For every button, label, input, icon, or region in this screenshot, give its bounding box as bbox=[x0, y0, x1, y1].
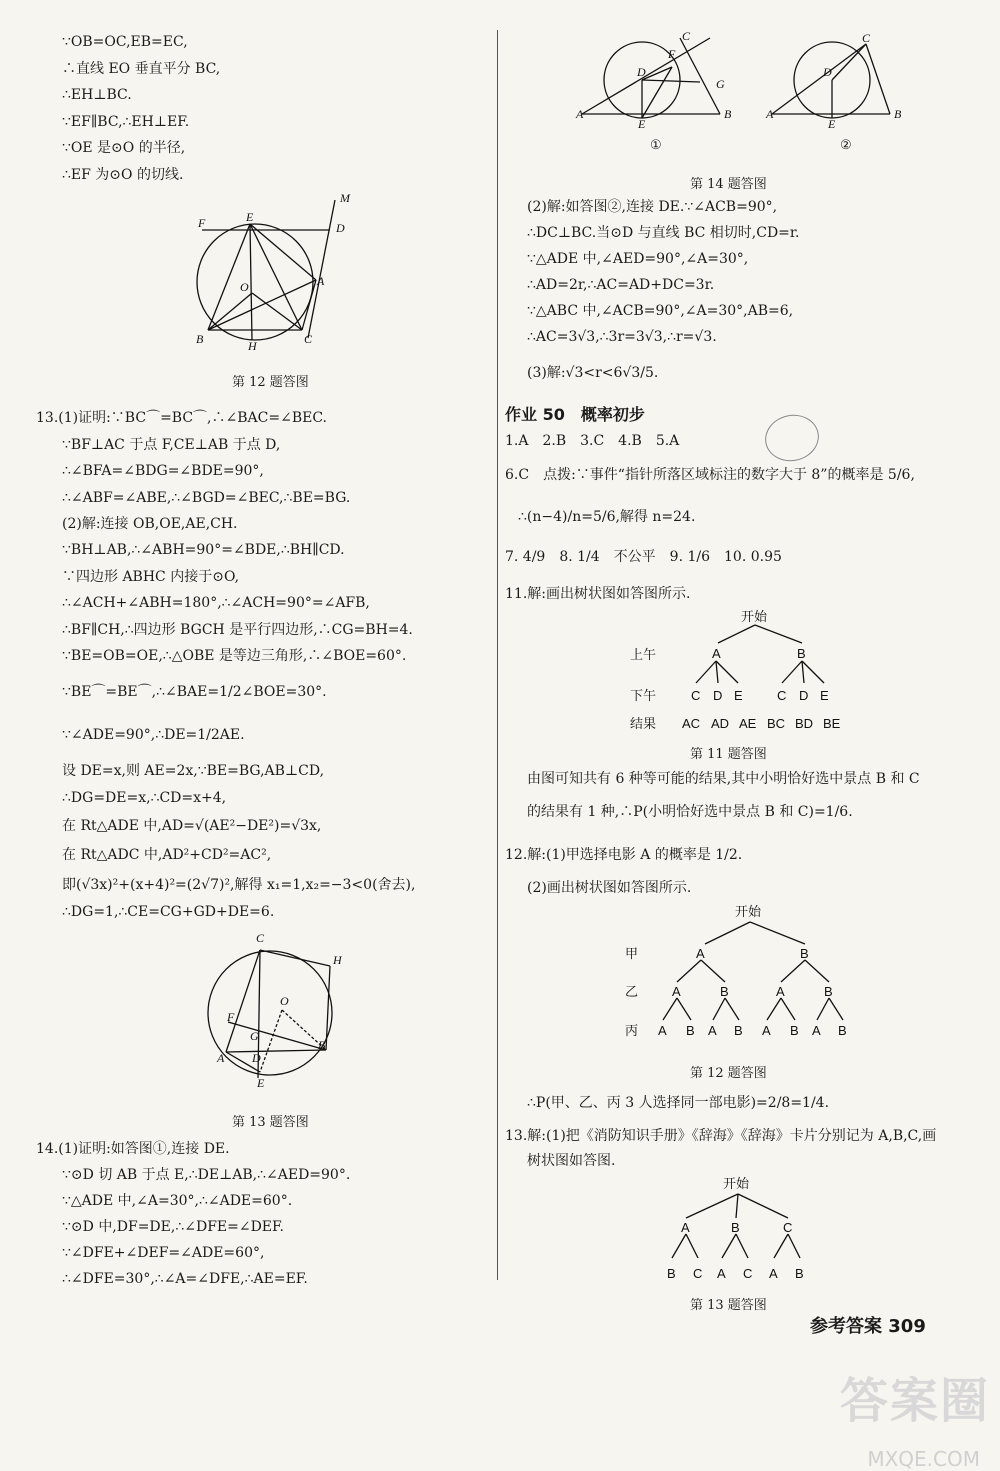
text-line: ∵BE⌒=BE⌒,∴∠BAE=1/2∠BOE=30°. bbox=[62, 684, 327, 700]
tree-row-label: 乙 bbox=[625, 984, 639, 999]
tree-start: 开始 bbox=[723, 1176, 750, 1191]
tree-13 bbox=[650, 1172, 830, 1287]
tree-node: B bbox=[790, 1023, 799, 1038]
figure-14-caption: 第 14 题答图 bbox=[690, 177, 767, 192]
homework-title: 作业 50 概率初步 bbox=[505, 405, 645, 424]
text-line: (2)解:如答图②,连接 DE.∵∠ACB=90°, bbox=[527, 199, 778, 215]
tree-node: B bbox=[824, 984, 833, 999]
text-line: ∴∠DFE=30°,∴∠A=∠DFE,∴AE=EF. bbox=[62, 1271, 308, 1287]
svg-text:G: G bbox=[716, 77, 725, 91]
svg-text:E: E bbox=[638, 117, 646, 130]
figure-13-caption: 第 13 题答图 bbox=[232, 1115, 309, 1130]
svg-text:H: H bbox=[248, 339, 257, 353]
tree-result: AC bbox=[682, 716, 701, 731]
svg-text:B: B bbox=[196, 332, 204, 346]
text-line: ∵EF∥BC,∴EH⊥EF. bbox=[62, 114, 190, 130]
svg-text:E: E bbox=[257, 1076, 265, 1088]
tree-node: A bbox=[712, 646, 721, 661]
tree-node: A bbox=[708, 1023, 717, 1038]
text-line: ∵⊙D 中,DF=DE,∴∠DFE=∠DEF. bbox=[62, 1219, 285, 1235]
text-line: 13.解:(1)把《消防知识手册》《辞海》《辞海》卡片分别记为 A,B,C,画 bbox=[505, 1128, 937, 1144]
text-line: 14.(1)证明:如答图①,连接 DE. bbox=[36, 1141, 230, 1157]
text-line: 在 Rt△ADE 中,AD=√(AE²−DE²)=√3x, bbox=[62, 818, 322, 834]
svg-text:B: B bbox=[724, 107, 732, 121]
tree-node: C bbox=[691, 688, 701, 703]
text-line: 11.解:画出树状图如答图所示. bbox=[505, 586, 691, 602]
text-line: ∴BF∥CH,∴四边形 BGCH 是平行四边形,∴CG=BH=4. bbox=[62, 622, 413, 638]
text-line: ∴EH⊥BC. bbox=[62, 87, 132, 103]
text-line: 设 DE=x,则 AE=2x,∵BE=BG,AB⊥CD, bbox=[62, 763, 325, 779]
page-footer bbox=[810, 1312, 926, 1338]
tree-node: A bbox=[658, 1023, 667, 1038]
tree-result: BD bbox=[795, 716, 814, 731]
text-line: ∴EF 为⊙O 的切线. bbox=[62, 167, 184, 183]
text-line: ∴DC⊥BC.当⊙D 与直线 BC 相切时,CD=r. bbox=[527, 225, 800, 241]
svg-text:C: C bbox=[256, 931, 265, 945]
tree-node: E bbox=[820, 688, 829, 703]
svg-text:G: G bbox=[250, 1029, 259, 1043]
svg-text:B: B bbox=[318, 1038, 326, 1052]
figure-14-label-2: ② bbox=[840, 138, 852, 153]
text-line: ∵BH⊥AB,∴∠ABH=90°=∠BDE,∴BH∥CD. bbox=[62, 542, 345, 558]
text-line: ∵BF⊥AC 于点 F,CE⊥AB 于点 D, bbox=[62, 437, 281, 453]
svg-text:A: A bbox=[217, 1051, 225, 1065]
svg-text:C: C bbox=[304, 332, 313, 346]
text-line: 由图可知共有 6 种等可能的结果,其中小明恰好选中景点 B 和 C bbox=[527, 771, 920, 787]
tree-13-caption: 第 13 题答图 bbox=[690, 1298, 767, 1313]
text-line: ∴AC=3√3,∴3r=3√3,∴r=√3. bbox=[527, 329, 717, 345]
page-number: 309 bbox=[888, 1316, 926, 1337]
tree-node: A bbox=[681, 1220, 690, 1235]
tree-result: BE bbox=[823, 716, 841, 731]
tree-12-caption: 第 12 题答图 bbox=[690, 1066, 767, 1081]
tree-node: B bbox=[734, 1023, 743, 1038]
tree-node: A bbox=[717, 1266, 726, 1281]
text-line: 12.解:(1)甲选择电影 A 的概率是 1/2. bbox=[505, 847, 743, 863]
text-line: ∴DG=DE=x,∴CD=x+4, bbox=[62, 790, 227, 806]
tree-node: C bbox=[783, 1220, 793, 1235]
svg-text:D: D bbox=[336, 221, 345, 235]
svg-text:C: C bbox=[682, 30, 691, 43]
text-line: ∴P(甲、乙、丙 3 人选择同一部电影)=2/8=1/4. bbox=[527, 1095, 830, 1111]
svg-text:F: F bbox=[198, 216, 206, 230]
tree-row-label: 下午 bbox=[630, 688, 657, 703]
text-line: ∴∠ACH+∠ABH=180°,∴∠ACH=90°=∠AFB, bbox=[62, 595, 370, 611]
tree-node: B bbox=[795, 1266, 804, 1281]
tree-node: D bbox=[799, 688, 809, 703]
tree-12 bbox=[615, 900, 875, 1045]
svg-text:F: F bbox=[227, 1010, 235, 1024]
text-line: ∴DG=1,∴CE=CG+GD+DE=6. bbox=[62, 904, 275, 920]
text-line: ∴∠ABF=∠ABE,∴∠BGD=∠BEC,∴BE=BG. bbox=[62, 490, 351, 506]
tree-node: E bbox=[734, 688, 743, 703]
tree-11 bbox=[620, 605, 880, 740]
text-line: ∴(n−4)/n=5/6,解得 n=24. bbox=[518, 509, 696, 525]
tree-node: D bbox=[713, 688, 723, 703]
tree-result: AE bbox=[739, 716, 757, 731]
watermark-url: MXQE.COM bbox=[867, 1447, 980, 1471]
svg-text:E: E bbox=[246, 210, 254, 224]
svg-text:B: B bbox=[894, 107, 902, 121]
tree-node: C bbox=[777, 688, 787, 703]
text-line: (2)解:连接 OB,OE,AE,CH. bbox=[62, 516, 238, 532]
text-line: 即(√3x)²+(x+4)²=(2√7)²,解得 x₁=1,x₂=−3<0(舍去), bbox=[62, 877, 416, 893]
text-line: ∵四边形 ABHC 内接于⊙O, bbox=[62, 569, 240, 585]
tree-node: A bbox=[672, 984, 681, 999]
tree-node: B bbox=[797, 646, 806, 661]
text-line: 在 Rt△ADC 中,AD²+CD²=AC², bbox=[62, 847, 272, 863]
text-line: 13.(1)证明:∵BC⌒=BC⌒,∴∠BAC=∠BEC. bbox=[36, 410, 327, 426]
tree-node: B bbox=[731, 1220, 740, 1235]
tree-result: BC bbox=[767, 716, 786, 731]
svg-text:A: A bbox=[576, 107, 584, 121]
svg-text:C: C bbox=[862, 31, 871, 45]
svg-text:D: D bbox=[252, 1051, 261, 1065]
watermark-logo: 答案圈 bbox=[839, 1373, 990, 1429]
figure-14-1 bbox=[570, 30, 750, 130]
text-line: ∵OE 是⊙O 的半径, bbox=[62, 140, 186, 156]
stamp-icon bbox=[761, 410, 823, 466]
text-line: 1.A 2.B 3.C 4.B 5.A bbox=[505, 433, 680, 449]
tree-row-label: 丙 bbox=[625, 1023, 639, 1038]
figure-14-label-1: ① bbox=[650, 138, 662, 153]
svg-text:A: A bbox=[766, 107, 774, 121]
tree-node: C bbox=[743, 1266, 753, 1281]
tree-node: A bbox=[762, 1023, 771, 1038]
tree-11-caption: 第 11 题答图 bbox=[690, 747, 767, 762]
tree-row-label: 上午 bbox=[630, 647, 657, 662]
tree-result: AD bbox=[711, 716, 730, 731]
text-line: (3)解:√3<r<6√3/5. bbox=[527, 365, 659, 381]
svg-text:O: O bbox=[280, 994, 289, 1008]
tree-node: A bbox=[769, 1266, 778, 1281]
text-line: ∵∠DFE+∠DEF=∠ADE=60°, bbox=[62, 1245, 265, 1261]
tree-node: A bbox=[696, 946, 705, 961]
text-line: 的结果有 1 种,∴P(小明恰好选中景点 B 和 C)=1/6. bbox=[527, 804, 853, 820]
text-line: ∴直线 EO 垂直平分 BC, bbox=[62, 61, 221, 77]
svg-text:M: M bbox=[340, 191, 350, 205]
text-line: 6.C 点拨:∵事件“指针所落区域标注的数字大于 8”的概率是 5/6, bbox=[505, 467, 915, 483]
svg-text:F: F bbox=[668, 47, 676, 61]
tree-node: C bbox=[693, 1266, 703, 1281]
text-line: ∵△ABC 中,∠ACB=90°,∠A=30°,AB=6, bbox=[527, 303, 794, 319]
tree-row-label: 结果 bbox=[630, 716, 657, 731]
column-divider bbox=[497, 30, 498, 1280]
tree-node: B bbox=[667, 1266, 676, 1281]
svg-text:A: A bbox=[317, 274, 325, 288]
tree-row-label: 甲 bbox=[625, 946, 639, 961]
figure-12 bbox=[190, 190, 360, 360]
tree-node: B bbox=[800, 946, 809, 961]
figure-12-caption: 第 12 题答图 bbox=[232, 375, 309, 390]
text-line: (2)画出树状图如答图所示. bbox=[527, 880, 692, 896]
text-line: ∵OB=OC,EB=EC, bbox=[62, 34, 188, 50]
text-line: ∴∠BFA=∠BDG=∠BDE=90°, bbox=[62, 463, 264, 479]
svg-text:O: O bbox=[240, 280, 249, 294]
tree-node: B bbox=[686, 1023, 695, 1038]
text-line: ∵∠ADE=90°,∴DE=1/2AE. bbox=[62, 727, 245, 743]
text-line: ∵△ADE 中,∠AED=90°,∠A=30°, bbox=[527, 251, 749, 267]
tree-node: B bbox=[838, 1023, 847, 1038]
svg-text:E: E bbox=[828, 117, 836, 130]
svg-text:D: D bbox=[823, 65, 832, 79]
figure-14-2 bbox=[760, 30, 930, 130]
text-line: 树状图如答图. bbox=[527, 1153, 616, 1169]
footer-label: 参考答案 bbox=[810, 1316, 882, 1337]
text-line: ∵⊙D 切 AB 于点 E,∴DE⊥AB,∴∠AED=90°. bbox=[62, 1167, 351, 1183]
text-line: ∴AD=2r,∴AC=AD+DC=3r. bbox=[527, 277, 715, 293]
tree-node: B bbox=[720, 984, 729, 999]
svg-text:D: D bbox=[637, 65, 646, 79]
tree-start: 开始 bbox=[741, 609, 768, 624]
tree-start: 开始 bbox=[735, 904, 762, 919]
figure-13 bbox=[200, 928, 350, 1088]
tree-node: A bbox=[776, 984, 785, 999]
text-line: ∵△ADE 中,∠A=30°,∴∠ADE=60°. bbox=[62, 1193, 293, 1209]
text-line: ∵BE=OB=OE,∴△OBE 是等边三角形,∴∠BOE=60°. bbox=[62, 648, 407, 664]
svg-text:H: H bbox=[333, 953, 342, 967]
tree-node: A bbox=[812, 1023, 821, 1038]
text-line: 7. 4/9 8. 1/4 不公平 9. 1/6 10. 0.95 bbox=[505, 549, 782, 565]
